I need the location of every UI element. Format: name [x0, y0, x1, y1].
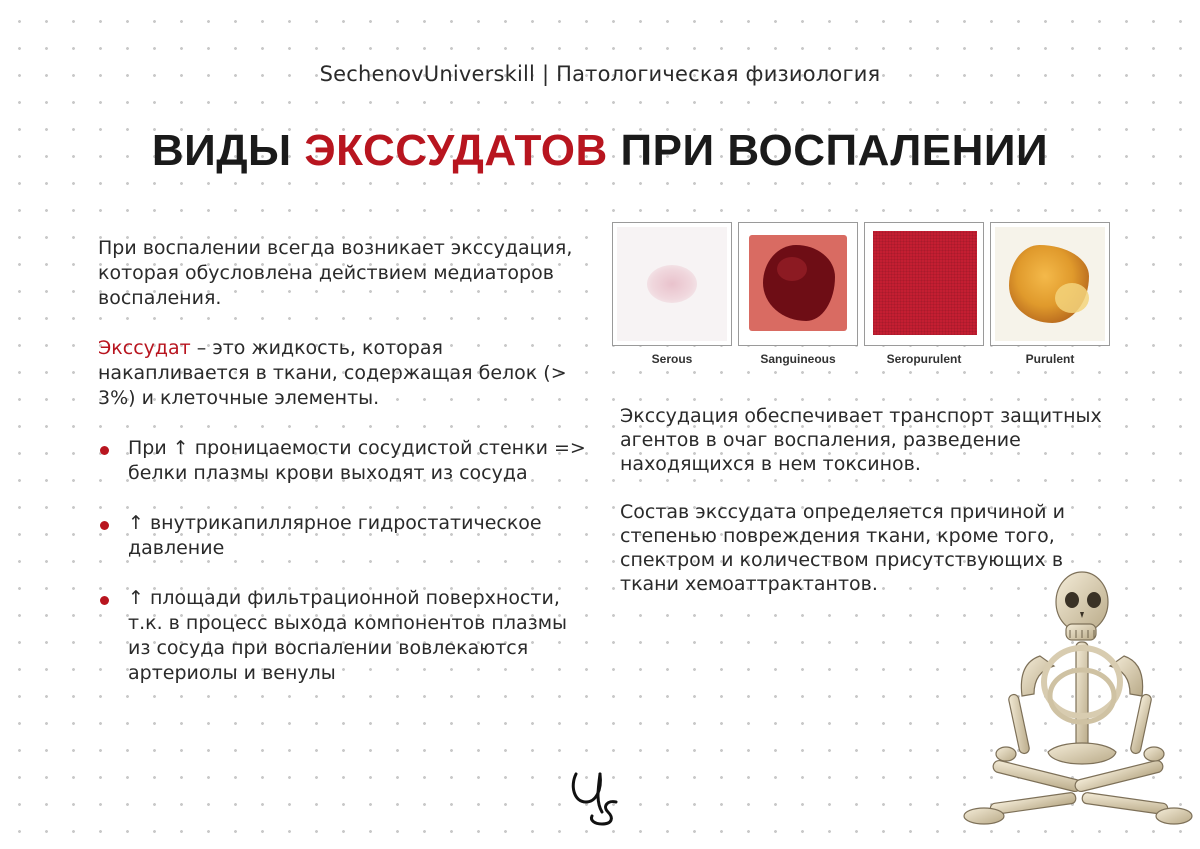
bullet-dot-icon	[100, 521, 109, 530]
photo-caption: Sanguineous	[760, 352, 836, 366]
bullet-text: ↑ внутрикапиллярное гидростатическое давление	[128, 512, 542, 559]
left-column	[98, 236, 588, 711]
bullet-dot-icon	[100, 596, 109, 605]
definition-term: Экссудат	[98, 337, 191, 359]
photo-caption: Purulent	[1025, 352, 1075, 366]
exudate-photos	[610, 222, 1110, 372]
photo-caption: Serous	[651, 352, 693, 366]
purulent-photo	[990, 222, 1110, 346]
title-accent: ЭКССУДАТОВ	[304, 126, 608, 175]
photo-caption: Seropurulent	[886, 352, 962, 366]
list-item	[98, 511, 588, 561]
seropurulent-photo	[864, 222, 984, 346]
page-header: SechenovUniverskill | Патологическая физиология	[319, 62, 881, 86]
serous-photo	[612, 222, 732, 346]
bullet-text: При ↑ проницаемости сосудистой стенки => белки плазмы крови выходят из сосуда	[128, 437, 586, 484]
title-part-2: ПРИ ВОСПАЛЕНИИ	[607, 126, 1049, 175]
bullet-list	[98, 436, 588, 686]
bullet-text: ↑ площади фильтрационной поверхности, т.к. в процесс выхода компонентов плазмы из сосуда при воспалении вовлекаются артериолы и венулы	[128, 587, 568, 684]
sanguineous-photo	[738, 222, 858, 346]
logo-icon	[562, 768, 632, 828]
page-title	[0, 126, 1200, 176]
transport-paragraph: Экссудация обеспечивает транспорт защитных агентов в очаг воспаления, разведение находящихся в нем токсинов.	[620, 405, 1102, 475]
skeleton-illustration	[962, 570, 1194, 842]
list-item	[98, 586, 588, 686]
intro-paragraph: При воспалении всегда возникает экссудация, которая обусловлена действием медиаторов воспаления.	[98, 237, 573, 309]
composition-paragraph: Состав экссудата определяется причиной и степенью повреждения ткани, кроме того, спектром и количеством присутствующих в ткани хемоаттрактантов.	[620, 501, 1065, 595]
title-part-1: ВИДЫ	[151, 126, 305, 175]
bullet-dot-icon	[100, 446, 109, 455]
definition-text: – это жидкость, которая накапливается в ткани, содержащая белок (> 3%) и клеточные элементы.	[98, 337, 567, 409]
list-item	[98, 436, 588, 486]
definition-paragraph	[98, 336, 588, 411]
